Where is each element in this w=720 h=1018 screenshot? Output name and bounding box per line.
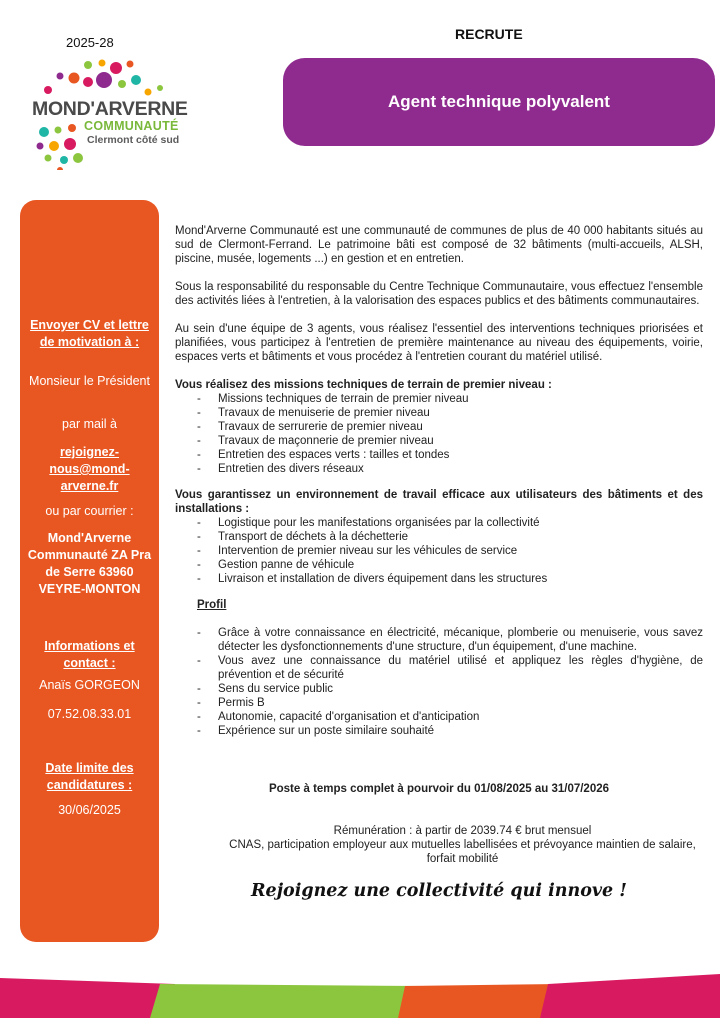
benefits: CNAS, participation employeur aux mutuelles labellisées et prévoyance maintien de salaire, forfait mobilité bbox=[229, 839, 696, 865]
missions-list bbox=[175, 392, 703, 476]
list-item: - Expérience sur un poste similaire souhaité bbox=[175, 724, 703, 738]
list-item: - Transport de déchets à la déchetterie bbox=[175, 530, 703, 544]
info-title: Informations et contact : bbox=[44, 639, 135, 670]
environment-list bbox=[175, 516, 703, 586]
recrute-label: RECRUTE bbox=[455, 26, 523, 42]
intro-paragraph-2: Sous la responsabilité du responsable du Centre Technique Communautaire, vous effectuez l'ensemble des activités liées à l'entretien, à la valorisation des espaces publics et des bâtiments communautaires. bbox=[175, 281, 703, 307]
by-post-label: ou par courrier : bbox=[45, 504, 134, 518]
list-item: - Intervention de premier niveau sur les véhicules de service bbox=[175, 544, 703, 558]
list-item: - Travaux de serrurerie de premier niveau bbox=[175, 420, 703, 434]
list-item: - Entretien des divers réseaux bbox=[175, 462, 703, 476]
profil-title: Profil bbox=[197, 599, 227, 611]
deadline-date: 30/06/2025 bbox=[58, 803, 121, 817]
list-item: - Missions techniques de terrain de premier niveau bbox=[175, 392, 703, 406]
list-item: - Autonomie, capacité d'organisation et d'anticipation bbox=[175, 710, 703, 724]
missions-title: Vous réalisez des missions techniques de terrain de premier niveau : bbox=[175, 379, 552, 391]
list-item: - Gestion panne de véhicule bbox=[175, 558, 703, 572]
job-title: Agent technique polyvalent bbox=[388, 92, 610, 111]
remuneration-block bbox=[220, 824, 705, 866]
list-item: - Travaux de maçonnerie de premier niveau bbox=[175, 434, 703, 448]
recipient: Monsieur le Président bbox=[29, 374, 150, 388]
footer-stripes bbox=[0, 968, 720, 1018]
slogan: Rejoignez une collectivité qui innove ! bbox=[251, 881, 627, 901]
logo-name: MOND'ARVERNE bbox=[32, 98, 188, 120]
send-title: Envoyer CV et lettre de motivation à : bbox=[30, 318, 149, 349]
logo-community: COMMUNAUTÉ bbox=[84, 119, 179, 133]
reference-number: 2025-28 bbox=[66, 35, 114, 50]
list-item: - Sens du service public bbox=[175, 682, 703, 696]
list-item: - Livraison et installation de divers équipement dans les structures bbox=[175, 572, 703, 586]
intro-paragraph-1: Mond'Arverne Communauté est une communauté de communes de plus de 40 000 habitants situés au sud de Clermont-Ferrand. Le patrimoine bâti est composé de 32 bâtiments (multi-accueils, ALSH, piscine, musée, logements ...) en gestion et en entretien. bbox=[175, 225, 703, 265]
list-item: - Logistique pour les manifestations organisées par la collectivité bbox=[175, 516, 703, 530]
remuneration: Rémunération : à partir de 2039.74 € brut mensuel bbox=[333, 825, 592, 837]
list-item: - Entretien des espaces verts : tailles et tondes bbox=[175, 448, 703, 462]
intro-paragraph-3: Au sein d'une équipe de 3 agents, vous réalisez l'essentiel des interventions techniques priorisées et planifiées, vous participez à l'entretien de première maintenance au niveau des équipements, voirie, espaces verts et bâtiments et vous procédez à l'entretien courant du matériel utilisé. bbox=[175, 323, 703, 363]
contact-phone: 07.52.08.33.01 bbox=[47, 707, 132, 721]
postal-address: Mond'Arverne Communauté ZA Pra de Serre 63960 VEYRE-MONTON bbox=[27, 531, 152, 596]
by-mail-label: par mail à bbox=[62, 417, 117, 431]
logo bbox=[30, 58, 200, 170]
list-item: - Permis B bbox=[175, 696, 703, 710]
list-item: - Vous avez une connaissance du matériel utilisé et appliquez les règles d'hygiène, de prévention et de sécurité bbox=[175, 654, 703, 682]
deadline-title: Date limite des candidatures : bbox=[45, 761, 134, 792]
contact-name: Anaïs GORGEON bbox=[39, 678, 140, 692]
position-summary: Poste à temps complet à pourvoir du 01/08/2025 au 31/07/2026 bbox=[268, 783, 610, 795]
profil-list bbox=[175, 626, 703, 738]
email-link[interactable]: rejoignez-nous@mond-arverne.fr bbox=[49, 445, 130, 493]
job-title-banner bbox=[283, 58, 715, 146]
logo-subtitle: Clermont côté sud bbox=[87, 134, 180, 146]
contact-sidebar bbox=[20, 200, 159, 942]
job-description bbox=[175, 224, 703, 750]
list-item: - Travaux de menuiserie de premier niveau bbox=[175, 406, 703, 420]
environment-title: Vous garantissez un environnement de travail efficace aux utilisateurs des bâtiments et des installations : bbox=[175, 489, 703, 515]
list-item: - Grâce à votre connaissance en électricité, mécanique, plomberie ou menuiserie, vous savez détecter les dysfonctionnements d'une structure, d'un équipement, d'une machine. bbox=[175, 626, 703, 654]
